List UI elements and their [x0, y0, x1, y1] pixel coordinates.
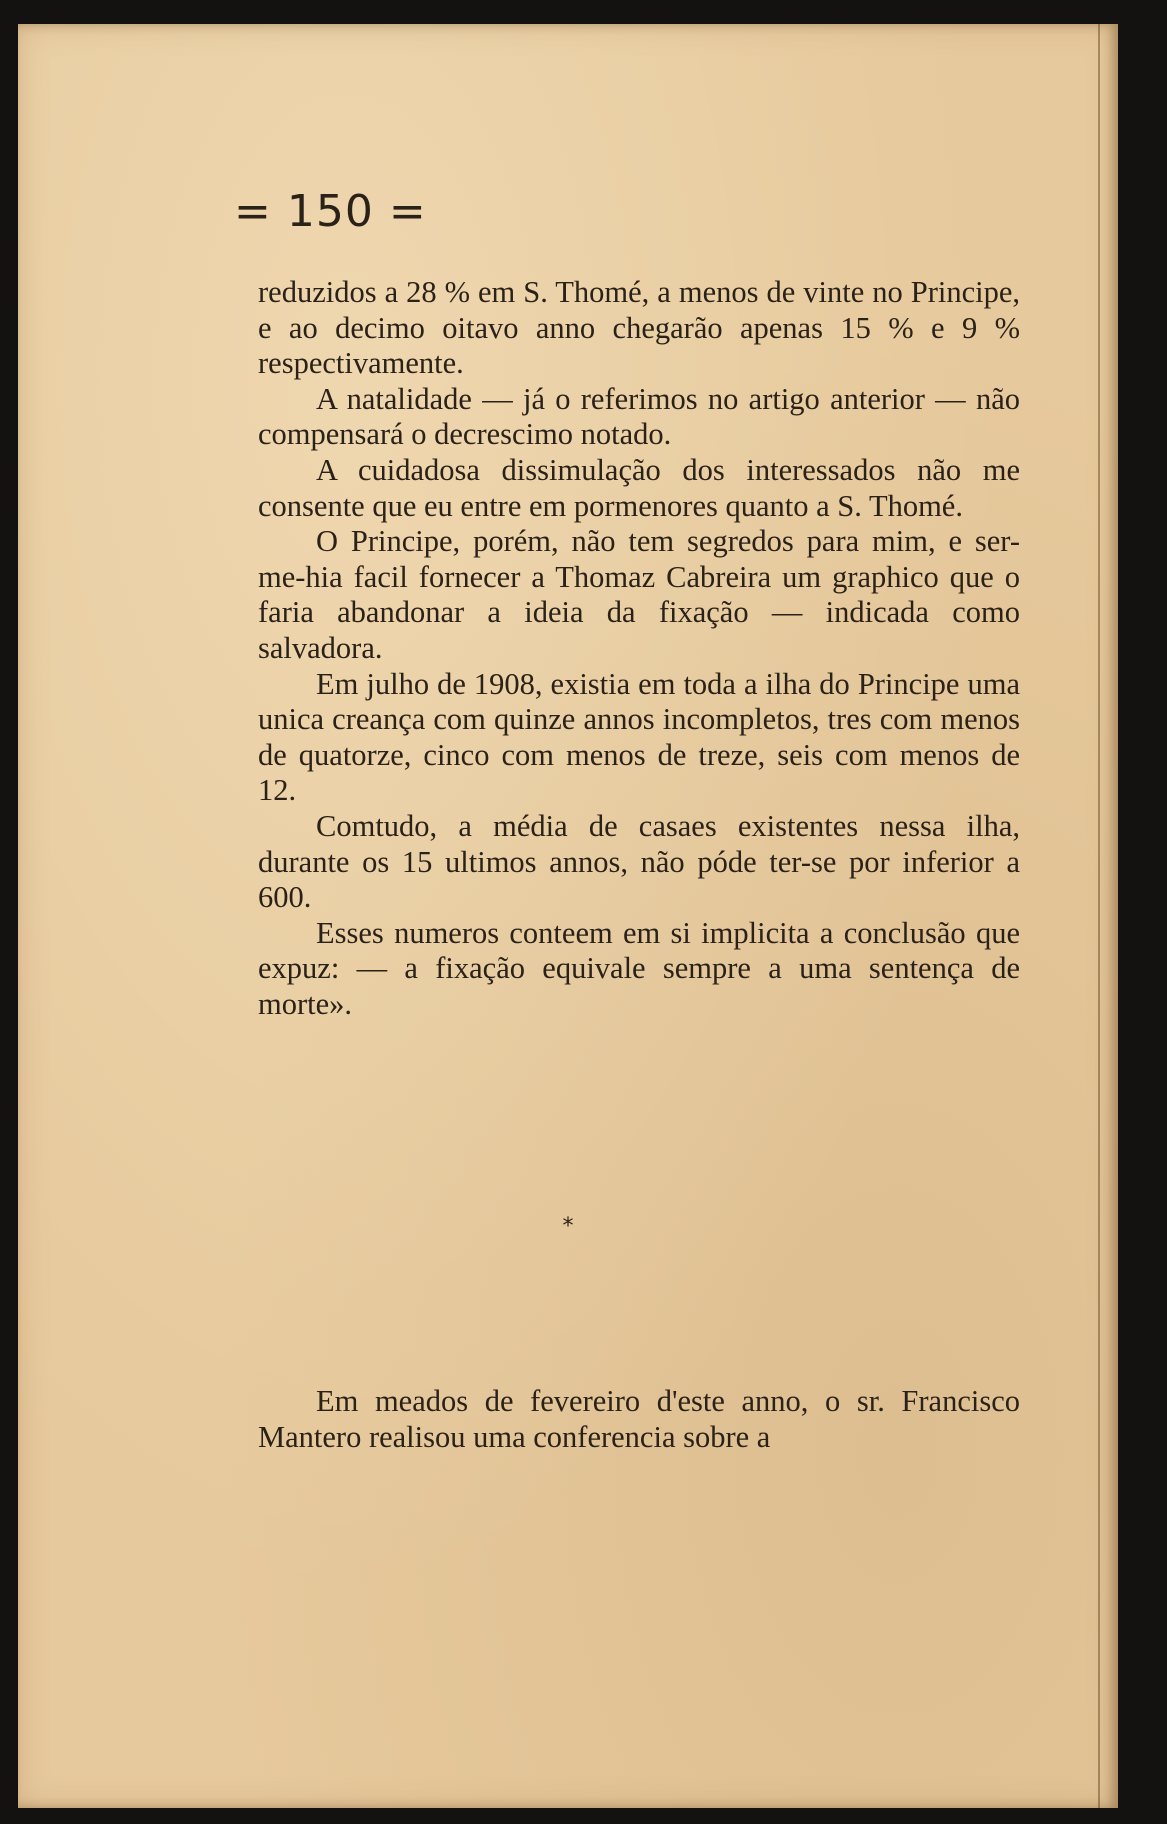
paragraph: Em julho de 1908, existia em toda a ilha do Principe uma unica creança com quinze annos incompletos, tres com menos de quatorze, cinco com menos de treze, seis com menos de 12. [258, 666, 1020, 808]
page-edge [1098, 24, 1100, 1808]
paragraph: O Principe, porém, não tem segredos para mim, e ser-me-hia facil fornecer a Thomaz Cabreira um graphico que o faria abandonar a ideia da fixação — indicada como salvadora. [258, 524, 1020, 665]
body-text [258, 275, 1020, 1022]
book-page [18, 24, 1118, 1808]
paragraph: reduzidos a 28 % em S. Thomé, a menos de vinte no Principe, e ao decimo oitavo anno chegarão apenas 15 % e 9 % respectivamente. [258, 275, 1020, 381]
paragraph: Esses numeros conteem em si implicita a conclusão que expuz: — a fixação equivale sempre a uma sentença de morte». [258, 915, 1020, 1021]
closing-text [258, 1384, 1020, 1455]
paragraph: A cuidadosa dissimulação dos interessados não me consente que eu entre em pormenores quanto a S. Thomé. [258, 452, 1020, 523]
page-number: = 150 = [234, 186, 427, 237]
paragraph: A natalidade — já o referimos no artigo anterior — não compensará o decrescimo notado. [258, 381, 1020, 452]
paragraph: Em meados de fevereiro d'este anno, o sr. Francisco Mantero realisou uma conferencia sobre a [258, 1384, 1020, 1454]
section-separator: * [562, 1214, 574, 1239]
paragraph: Comtudo, a média de casaes existentes nessa ilha, durante os 15 ultimos annos, não póde ter-se por inferior a 600. [258, 808, 1020, 915]
